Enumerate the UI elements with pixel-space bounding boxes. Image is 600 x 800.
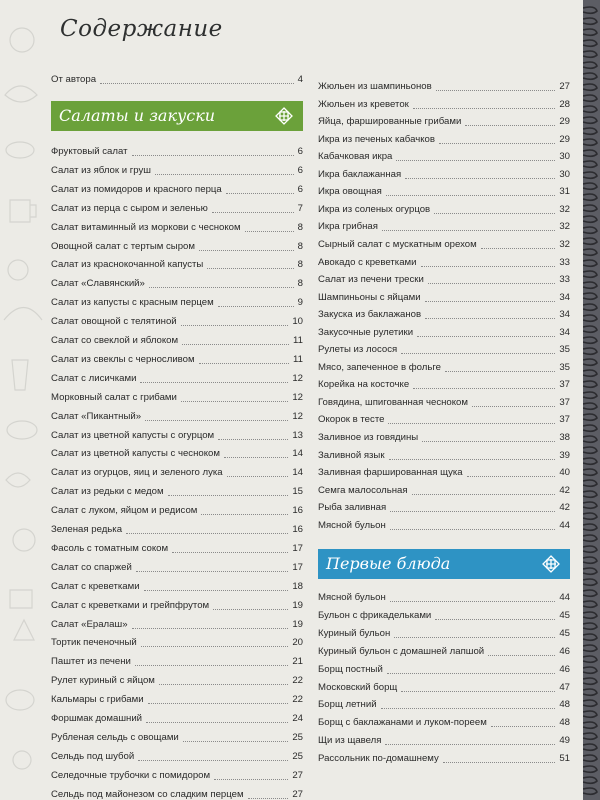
dot-leader — [422, 441, 555, 442]
entry-title: Салат из печени трески — [318, 274, 424, 286]
entry-title: Мясной бульон — [318, 592, 386, 603]
entry-title: Рыба заливная — [318, 502, 387, 514]
dot-leader — [435, 619, 555, 620]
toc-entry — [51, 201, 303, 216]
entry-page: 18 — [292, 580, 303, 592]
entry-title: Салат из краснокочанной капусты — [51, 259, 204, 271]
entry-page: 33 — [559, 256, 570, 268]
entry-title: Рулет куриный с яйцом — [51, 675, 155, 687]
toc-entry — [51, 446, 303, 461]
entry-title: Салат с лисичками — [51, 372, 137, 384]
entry-title: Яйца, фаршированные грибами — [318, 116, 462, 128]
entry-page: 32 — [559, 221, 570, 233]
entry-title: Сырный салат с мускатным орехом — [318, 238, 477, 250]
dot-leader — [428, 283, 555, 284]
entry-title: Шампиньоны с яйцами — [318, 291, 421, 303]
dot-leader — [213, 609, 288, 610]
dot-leader — [488, 655, 555, 656]
entry-title: Фасоль с томатным соком — [51, 542, 169, 554]
toc-entry — [318, 626, 570, 641]
dot-leader — [227, 476, 289, 477]
entry-page: 8 — [297, 240, 303, 252]
dot-leader — [382, 230, 555, 231]
dot-leader — [245, 231, 294, 232]
dot-leader — [405, 178, 555, 179]
dot-leader — [412, 494, 556, 495]
dot-leader — [425, 318, 555, 319]
entry-title: Салат из огурцов, яиц и зеленого лука — [51, 467, 223, 479]
dot-leader — [138, 760, 288, 761]
entry-title: Закуска из баклажанов — [318, 309, 422, 321]
entry-page: 4 — [297, 74, 303, 85]
entry-page: 22 — [292, 675, 303, 687]
toc-entry — [51, 276, 303, 291]
toc-entry — [51, 730, 303, 745]
toc-entry — [318, 430, 570, 445]
dot-leader — [390, 511, 555, 512]
dot-leader — [491, 726, 556, 727]
entry-page: 29 — [559, 133, 570, 145]
toc-entry — [318, 307, 570, 322]
entry-title: Бульон с фрикадельками — [318, 609, 432, 621]
dot-leader — [417, 336, 555, 337]
entry-page: 48 — [559, 699, 570, 711]
dot-leader — [389, 459, 556, 460]
dot-leader — [413, 108, 555, 109]
dot-leader — [218, 306, 294, 307]
toc-entry — [318, 202, 570, 217]
dot-leader — [155, 174, 294, 175]
entry-title: Салат «Пикантный» — [51, 410, 142, 422]
entry-title: Жюльен из шампиньонов — [318, 81, 432, 92]
page-title: Содержание — [60, 16, 223, 42]
entry-page: 47 — [559, 681, 570, 693]
toc-entry — [318, 255, 570, 270]
entry-page: 29 — [559, 116, 570, 128]
toc-entry — [51, 295, 303, 310]
entry-page: 34 — [559, 326, 570, 338]
toc-entry — [318, 644, 570, 659]
entry-title: Корейка на косточке — [318, 379, 410, 391]
entry-page: 27 — [292, 788, 303, 800]
entry-title: Фруктовый салат — [51, 146, 128, 157]
toc-entry — [51, 220, 303, 235]
entry-page: 44 — [559, 519, 570, 531]
dot-leader — [181, 401, 288, 402]
entry-page: 13 — [292, 429, 303, 441]
toc-entry — [51, 579, 303, 594]
entry-title: Салат из цветной капусты с огурцом — [51, 429, 215, 441]
dot-leader — [465, 125, 555, 126]
dot-leader — [396, 160, 555, 161]
entry-page: 30 — [559, 168, 570, 180]
toc-entry — [318, 272, 570, 287]
entry-page: 14 — [292, 448, 303, 460]
entry-page: 42 — [559, 502, 570, 514]
entry-title: Тортик печеночный — [51, 637, 137, 649]
entry-title: Салат из капусты с красным перцем — [51, 297, 214, 309]
toc-entry — [318, 662, 570, 677]
toc-entry — [51, 163, 303, 178]
entry-title: Рассольник по-домашнему — [318, 753, 439, 765]
entry-page: 11 — [293, 335, 303, 346]
entry-title: Сельдь под шубой — [51, 750, 135, 762]
entry-title: Салат с креветками — [51, 580, 140, 592]
entry-title: Салат из перца с сыром и зеленью — [51, 202, 208, 214]
entry-title: Кабачковая икра — [318, 151, 393, 163]
dot-leader — [385, 744, 555, 745]
entry-title: Салат из свеклы с черносливом — [51, 353, 195, 365]
entry-page: 51 — [559, 753, 570, 765]
dot-leader — [214, 779, 288, 780]
entry-page: 33 — [559, 274, 570, 286]
toc-entry — [318, 715, 570, 730]
dot-leader — [421, 266, 556, 267]
entry-page: 12 — [292, 391, 303, 403]
entry-page: 45 — [559, 627, 570, 639]
entry-page: 25 — [292, 731, 303, 743]
toc-entry — [318, 325, 570, 340]
toc-entry — [318, 751, 570, 766]
dot-leader — [207, 268, 293, 269]
entry-page: 31 — [559, 186, 570, 198]
toc-entry — [51, 768, 303, 783]
toc-entry — [318, 590, 570, 605]
toc-entry — [318, 500, 570, 515]
section-title: Первые блюда — [326, 554, 451, 573]
entry-title: Селедочные трубочки с помидором — [51, 769, 211, 781]
entry-page: 16 — [292, 505, 303, 517]
spiral-binding — [583, 0, 600, 800]
toc-entry — [51, 503, 303, 518]
toc-entry — [51, 541, 303, 556]
entry-page: 24 — [292, 713, 303, 724]
entry-title: Паштет из печени — [51, 656, 131, 668]
entry-page: 42 — [559, 484, 570, 496]
dot-leader — [443, 762, 556, 763]
entry-title: Форшмак домашний — [51, 713, 143, 724]
entry-page: 12 — [292, 372, 303, 384]
entry-title: Семга малосольная — [318, 484, 408, 496]
dot-leader — [439, 143, 555, 144]
dot-leader — [132, 628, 289, 629]
entry-page: 6 — [297, 146, 303, 157]
dot-leader — [201, 514, 288, 515]
toc-entry — [51, 333, 303, 348]
entry-page: 30 — [559, 151, 570, 163]
entry-page: 25 — [292, 750, 303, 762]
entry-page: 39 — [559, 449, 570, 461]
entry-page: 17 — [292, 542, 303, 554]
toc-entry — [51, 484, 303, 499]
entry-title: Борщ с баклажанами и луком-пореем — [318, 717, 487, 729]
toc-entry — [318, 132, 570, 147]
toc-entry — [318, 167, 570, 182]
entry-title: Борщ летний — [318, 699, 377, 711]
entry-page: 8 — [297, 221, 303, 233]
entry-title: Салат «Ералаш» — [51, 618, 128, 630]
dot-leader — [436, 90, 556, 91]
entry-page: 34 — [559, 309, 570, 321]
dot-leader — [146, 722, 288, 723]
section-title: Салаты и закуски — [59, 106, 216, 125]
entry-title: Икра грибная — [318, 221, 378, 233]
entry-page: 38 — [559, 432, 570, 443]
toc-entry — [51, 711, 303, 726]
dot-leader — [145, 420, 288, 421]
entry-title: Морковный салат с грибами — [51, 391, 177, 403]
dot-leader — [182, 344, 289, 345]
entry-title: Куриный бульон с домашней лапшой — [318, 645, 485, 657]
entry-title: Салат из цветной капусты с чесноком — [51, 448, 220, 460]
entry-title: Икра овощная — [318, 186, 382, 198]
toc-entry — [51, 314, 303, 329]
toc-entry — [51, 390, 303, 405]
toc-entry — [318, 219, 570, 234]
toc-entry — [318, 184, 570, 199]
dot-leader — [132, 155, 294, 156]
toc-entry — [318, 697, 570, 712]
toc-entry — [51, 352, 303, 367]
dot-leader — [381, 708, 556, 709]
entry-page: 16 — [292, 524, 303, 535]
entry-title: Московский борщ — [318, 681, 398, 693]
entry-title: Щи из щавеля — [318, 735, 382, 747]
entry-title: Кальмары с грибами — [51, 694, 144, 706]
entry-page: 19 — [292, 599, 303, 611]
toc-entry — [51, 428, 303, 443]
entry-page: 27 — [559, 81, 570, 92]
entry-title: Салат «Славянский» — [51, 278, 145, 290]
entry-page: 45 — [559, 609, 570, 621]
dot-leader — [467, 476, 556, 477]
toc-entry — [51, 465, 303, 480]
dot-leader — [388, 423, 555, 424]
entry-page: 37 — [559, 414, 570, 426]
entry-page: 11 — [293, 353, 303, 365]
toc-entry — [318, 733, 570, 748]
dot-leader — [401, 353, 555, 354]
toc-entry — [318, 290, 570, 305]
toc-entry — [318, 483, 570, 498]
entry-page: 35 — [559, 361, 570, 373]
dot-leader — [445, 371, 555, 372]
entry-page: 19 — [292, 618, 303, 630]
entry-page: 49 — [559, 735, 570, 747]
entry-title: Борщ постный — [318, 663, 383, 675]
entry-page: 28 — [559, 98, 570, 110]
entry-title: Рубленая сельдь с овощами — [51, 731, 179, 743]
entry-page: 22 — [292, 694, 303, 706]
toc-entry — [318, 680, 570, 695]
knot-ornament-icon — [275, 107, 293, 125]
entry-title: Заливная фаршированная щука — [318, 467, 463, 479]
toc-entry — [51, 182, 303, 197]
dot-leader — [401, 691, 555, 692]
toc-entry — [51, 617, 303, 632]
toc-entry — [318, 97, 570, 112]
entry-title: Окорок в тесте — [318, 414, 385, 426]
section-header-salads — [51, 101, 303, 131]
entry-page: 14 — [292, 467, 303, 479]
entry-title: Куриный бульон — [318, 627, 391, 639]
entry-page: 9 — [297, 297, 303, 309]
toc-entry — [51, 522, 303, 537]
entry-page: 12 — [292, 410, 303, 422]
entry-page: 8 — [297, 259, 303, 271]
toc-entry — [51, 598, 303, 613]
toc-entry — [318, 79, 570, 94]
dot-leader — [199, 250, 294, 251]
entry-title: Салат со свеклой и яблоком — [51, 335, 179, 346]
toc-entry — [51, 749, 303, 764]
dot-leader — [141, 646, 289, 647]
dot-leader — [135, 665, 288, 666]
dot-leader — [136, 571, 288, 572]
toc-entry — [318, 360, 570, 375]
entry-title: Овощной салат с тертым сыром — [51, 240, 195, 252]
dot-leader — [218, 439, 288, 440]
section-header-first-courses — [318, 549, 570, 579]
dot-leader — [140, 382, 288, 383]
entry-title: Закусочные рулетики — [318, 326, 414, 338]
toc-entry — [318, 377, 570, 392]
toc-entry — [51, 692, 303, 707]
entry-page: 20 — [292, 637, 303, 649]
entry-page: 46 — [559, 663, 570, 675]
dot-leader — [434, 213, 555, 214]
entry-title: Салат витаминный из моркови с чесноком — [51, 221, 241, 233]
toc-entry — [318, 237, 570, 252]
entry-title: Салат со спаржей — [51, 561, 132, 573]
entry-page: 37 — [559, 379, 570, 391]
dot-leader — [100, 83, 294, 84]
entry-page: 8 — [297, 278, 303, 290]
dot-leader — [390, 601, 556, 602]
dot-leader — [390, 529, 556, 530]
entry-title: От автора — [51, 74, 97, 85]
entry-page: 32 — [559, 238, 570, 250]
toc-entry — [51, 560, 303, 575]
dot-leader — [183, 741, 289, 742]
entry-title: Мясной бульон — [318, 519, 386, 531]
entry-title: Икра из соленых огурцов — [318, 203, 431, 215]
entry-page: 6 — [297, 164, 303, 176]
toc-entry — [318, 114, 570, 129]
entry-title: Салат овощной с телятиной — [51, 316, 177, 328]
toc-entry — [318, 518, 570, 533]
entry-title: Сельдь под майонезом со сладким перцем — [51, 788, 244, 800]
dot-leader — [386, 195, 556, 196]
entry-page: 10 — [292, 316, 303, 328]
entry-page: 40 — [559, 467, 570, 479]
dot-leader — [181, 325, 289, 326]
entry-page: 44 — [559, 592, 570, 603]
entry-title: Салат из яблок и груш — [51, 164, 151, 176]
toc-entry — [51, 673, 303, 688]
entry-page: 48 — [559, 717, 570, 729]
entry-page: 32 — [559, 203, 570, 215]
entry-page: 35 — [559, 344, 570, 356]
dot-leader — [168, 495, 289, 496]
toc-entry — [51, 409, 303, 424]
dot-leader — [224, 457, 288, 458]
entry-title: Мясо, запеченное в фольге — [318, 361, 441, 373]
toc-entry — [51, 654, 303, 669]
dot-leader — [148, 703, 289, 704]
toc-entry — [318, 395, 570, 410]
dot-leader — [172, 552, 288, 553]
entry-page: 7 — [297, 202, 303, 214]
entry-title: Икра из печеных кабачков — [318, 133, 435, 145]
toc-entry — [318, 149, 570, 164]
dot-leader — [159, 684, 288, 685]
entry-title: Рулеты из лосося — [318, 344, 398, 356]
entry-page: 6 — [297, 183, 303, 195]
toc-entry — [51, 635, 303, 650]
toc-entry — [51, 371, 303, 386]
entry-title: Салат из помидоров и красного перца — [51, 183, 222, 195]
dot-leader — [212, 212, 294, 213]
entry-title: Салат с креветками и грейпфрутом — [51, 599, 210, 611]
dot-leader — [248, 798, 289, 799]
toc-entry-author — [51, 72, 303, 87]
entry-title: Икра баклажанная — [318, 168, 402, 180]
entry-title: Салат из редьки с медом — [51, 486, 164, 498]
dot-leader — [481, 248, 556, 249]
entry-page: 46 — [559, 645, 570, 657]
toc-entry — [318, 465, 570, 480]
entry-page: 37 — [559, 396, 570, 408]
toc-entry — [318, 342, 570, 357]
entry-page: 27 — [292, 769, 303, 781]
entry-page: 17 — [292, 561, 303, 573]
dot-leader — [199, 363, 289, 364]
entry-title: Говядина, шпигованная чесноком — [318, 396, 468, 408]
entry-title: Жюльен из креветок — [318, 98, 409, 110]
entry-page: 15 — [292, 486, 303, 498]
dot-leader — [226, 193, 294, 194]
dot-leader — [126, 533, 288, 534]
toc-entry — [51, 257, 303, 272]
toc-entry — [318, 412, 570, 427]
toc-entry — [318, 448, 570, 463]
dot-leader — [144, 590, 289, 591]
entry-title: Салат с луком, яйцом и редисом — [51, 505, 198, 517]
entry-title: Авокадо с креветками — [318, 256, 417, 268]
toc-entry — [51, 239, 303, 254]
knot-ornament-icon — [542, 555, 560, 573]
kitchen-doodles-decoration — [0, 0, 50, 800]
dot-leader — [425, 301, 556, 302]
dot-leader — [472, 406, 555, 407]
entry-page: 34 — [559, 291, 570, 303]
toc-entry — [51, 144, 303, 159]
dot-leader — [149, 287, 294, 288]
entry-title: Заливное из говядины — [318, 432, 419, 443]
entry-title: Зеленая редька — [51, 524, 123, 535]
entry-title: Заливной язык — [318, 449, 385, 461]
dot-leader — [394, 637, 555, 638]
dot-leader — [413, 388, 555, 389]
toc-entry — [51, 787, 303, 800]
toc-entry — [318, 608, 570, 623]
dot-leader — [387, 673, 556, 674]
entry-page: 21 — [292, 656, 303, 668]
